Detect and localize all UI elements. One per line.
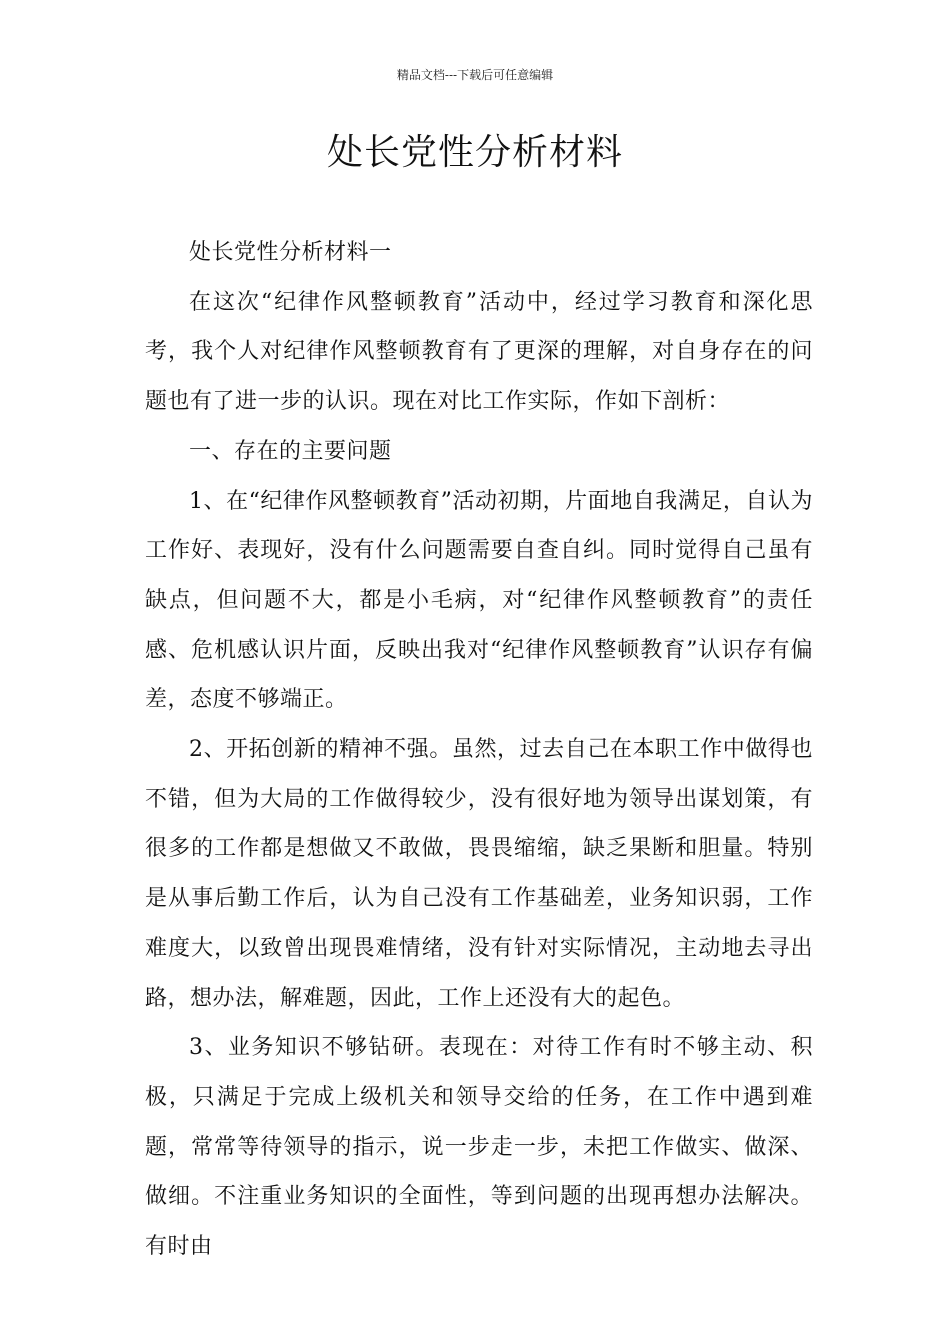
document-body xyxy=(145,228,813,1272)
section-heading: 一、存在的主要问题 xyxy=(189,438,392,464)
document-title: 处长党性分析材料 xyxy=(326,132,623,173)
paragraph-item-1: 1、在“纪律作风整顿教育”活动初期，片面地自我满足，自认为工作好、表现好，没有什么问题需要自查自纠。同时觉得自己虽有缺点，但问题不大，都是小毛病，对“纪律作风整顿教育”的责任感、危机感认识片面，反映出我对“纪律作风整顿教育”认识存有偏差，态度不够端正。 xyxy=(145,488,813,713)
paragraph-item-2: 2、开拓创新的精神不强。虽然，过去自己在本职工作中做得也不错，但为大局的工作做得较少，没有很好地为领导出谋划策，有很多的工作都是想做又不敢做，畏畏缩缩，缺乏果断和胆量。特别是从事后勤工作后，认为自己没有工作基础差，业务知识弱，工作难度大，以致曾出现畏难情绪，没有针对实际情况，主动地去寻出路，想办法，解难题，因此，工作上还没有大的起色。 xyxy=(145,737,813,1011)
section-subtitle: 处长党性分析材料一 xyxy=(189,240,392,265)
paragraph-intro: 在这次“纪律作风整顿教育”活动中，经过学习教育和深化思考，我个人对纪律作风整顿教育有了更深的理解，对自身存在的问题也有了进一步的认识。现在对比工作实际，作如下剖析： xyxy=(145,289,813,415)
paragraph-item-3: 3、业务知识不够钻研。表现在：对待工作有时不够主动、积极，只满足于完成上级机关和领导交给的任务，在工作中遇到难题，常常等待领导的指示，说一步走一步，未把工作做实、做深、做细。不注重业务知识的全面性，等到问题的出现再想办法解决。有时由 xyxy=(145,1035,813,1260)
header-note: 精品文档---下载后可任意编辑 xyxy=(396,68,554,82)
